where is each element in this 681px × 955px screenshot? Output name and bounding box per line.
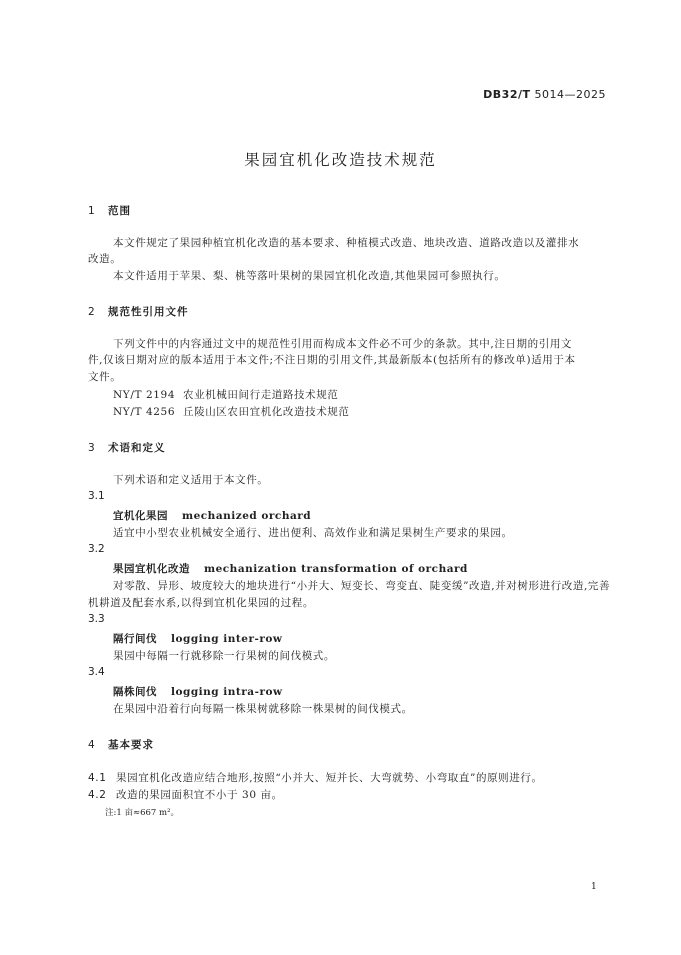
term-en: mechanization transformation of orchard bbox=[204, 563, 468, 575]
standard-number bbox=[483, 88, 606, 101]
reference-code: NY/T 2194 bbox=[113, 389, 176, 401]
section-3-heading bbox=[88, 440, 166, 455]
section-number: 2 bbox=[88, 306, 96, 318]
term-zh: 果园宜机化改造 bbox=[113, 563, 190, 575]
reference-code: NY/T 4256 bbox=[113, 406, 176, 418]
paragraph-line: 下列文件中的内容通过文中的规范性引用而构成本文件必不可少的条款。其中,注日期的引用文 bbox=[113, 338, 573, 350]
standard-prefix: DB32/T bbox=[483, 88, 531, 101]
term-heading bbox=[113, 508, 311, 523]
standard-code: 5014—2025 bbox=[534, 88, 606, 101]
section-number: 1 bbox=[88, 205, 96, 217]
section-4-heading bbox=[88, 737, 154, 752]
clause-number: 4.2 bbox=[88, 789, 107, 801]
term-number: 3.3 bbox=[88, 613, 105, 625]
term-number: 3.4 bbox=[88, 666, 105, 678]
term-en: mechanized orchard bbox=[182, 510, 312, 522]
term-definition: 果园中每隔一行就移除一行果树的间伐模式。 bbox=[113, 650, 335, 662]
reference-title: 农业机械田间行走道路技术规范 bbox=[183, 389, 339, 401]
reference-item bbox=[113, 404, 350, 419]
section-title: 基本要求 bbox=[108, 739, 154, 751]
term-zh: 宜机化果园 bbox=[113, 510, 168, 522]
section-title: 范围 bbox=[108, 205, 131, 217]
paragraph-line: 改造。 bbox=[88, 253, 122, 265]
clause bbox=[88, 787, 283, 802]
note: 注:1 亩≈667 m²。 bbox=[105, 808, 179, 818]
term-heading bbox=[113, 561, 468, 576]
term-heading bbox=[113, 631, 282, 646]
section-number: 3 bbox=[88, 442, 96, 454]
term-en: logging intra-row bbox=[171, 686, 283, 698]
clause bbox=[88, 770, 543, 785]
section-2-heading bbox=[88, 304, 189, 319]
paragraph-line: 下列术语和定义适用于本文件。 bbox=[113, 474, 269, 486]
term-zh: 隔株间伐 bbox=[113, 686, 157, 698]
clause-number: 4.1 bbox=[88, 772, 107, 784]
clause-text: 改造的果园面积宜不小于 30 亩。 bbox=[116, 789, 283, 801]
section-number: 4 bbox=[88, 739, 96, 751]
term-definition: 适宜中小型农业机械安全通行、进出便利、高效作业和满足果树生产要求的果园。 bbox=[113, 527, 513, 539]
page-number: 1 bbox=[591, 882, 597, 892]
term-en: logging inter-row bbox=[171, 633, 283, 645]
paragraph-line: 本文件适用于苹果、梨、桃等落叶果树的果园宜机化改造,其他果园可参照执行。 bbox=[113, 270, 506, 282]
clause-text: 果园宜机化改造应结合地形,按照“小并大、短并长、大弯就势、小弯取直”的原则进行。 bbox=[116, 772, 543, 784]
term-heading bbox=[113, 684, 283, 699]
term-definition: 机耕道及配套水系,以得到宜机化果园的过程。 bbox=[88, 597, 314, 609]
term-definition: 对零散、异形、坡度较大的地块进行“小并大、短变长、弯变直、陡变缓”改造,并对树形进行改造,完善 bbox=[113, 580, 611, 592]
section-title: 术语和定义 bbox=[108, 442, 166, 454]
paragraph-line: 本文件规定了果园种植宜机化改造的基本要求、种植模式改造、地块改造、道路改造以及灌排水 bbox=[113, 237, 580, 249]
paragraph-line: 件,仅该日期对应的版本适用于本文件;不注日期的引用文件,其最新版本(包括所有的修改单)适用于本 bbox=[88, 354, 576, 366]
document-title: 果园宜机化改造技术规范 bbox=[244, 151, 437, 169]
reference-title: 丘陵山区农田宜机化改造技术规范 bbox=[183, 406, 350, 418]
term-number: 3.1 bbox=[88, 490, 105, 502]
paragraph-line: 文件。 bbox=[88, 371, 122, 383]
term-definition: 在果园中沿着行向每隔一株果树就移除一株果树的间伐模式。 bbox=[113, 703, 413, 715]
section-1-heading bbox=[88, 203, 131, 218]
term-number: 3.2 bbox=[88, 543, 105, 555]
section-title: 规范性引用文件 bbox=[108, 306, 189, 318]
term-zh: 隔行间伐 bbox=[113, 633, 157, 645]
reference-item bbox=[113, 387, 338, 402]
